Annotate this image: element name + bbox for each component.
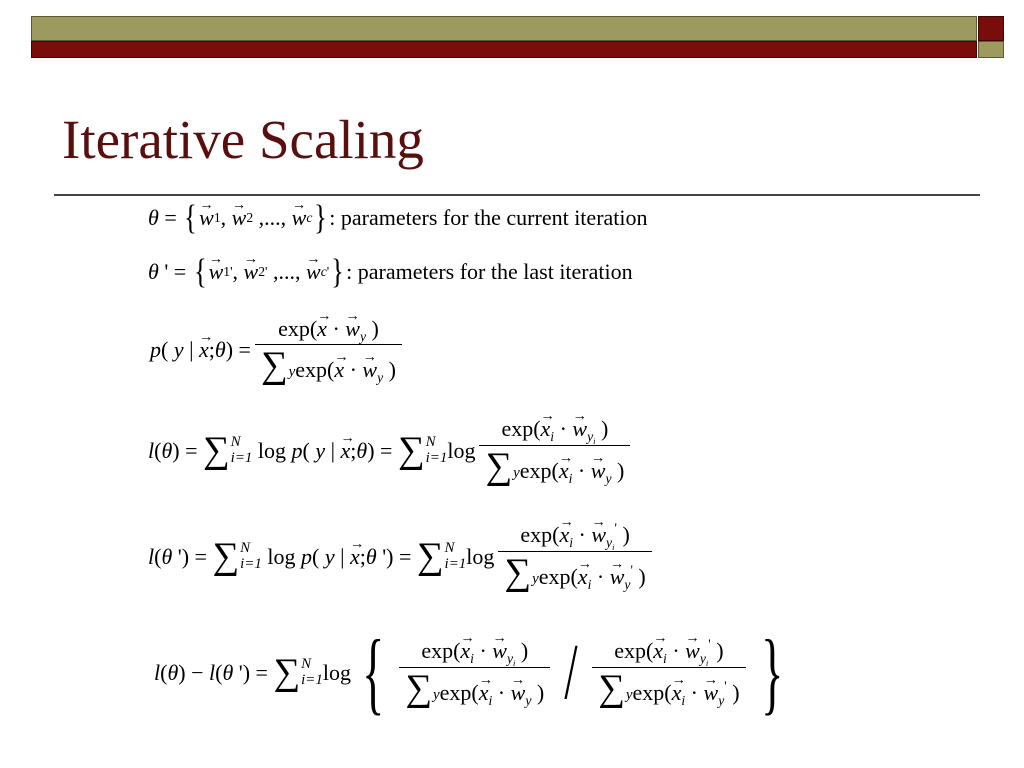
header-square-red [978, 16, 1004, 41]
header-bar-olive [31, 16, 977, 41]
theta-definition: θ = { → w 1 , → w 2 ,..., → w c } : parameters for the current iteration [148, 204, 648, 232]
header-square-olive [978, 41, 1004, 58]
theta-description: : parameters for the current iteration [329, 205, 648, 231]
title-divider [54, 194, 980, 196]
probability-equation: p ( y | → x ; θ ) = exp(→ x · → $w_y$ ) ∑ y exp(→ x · → $w_y$ ) [150, 318, 406, 383]
log-likelihood-difference-equation: l ( θ ) − l ( θ ') = ∑ N i=1 log { $\exp(\to x_i$ · → $w_{y_i}$ ) ∑ y $\exp(\to x_i$ · → $w_y$ ) / $\exp(\to x_i$ · → $w_{y_i}'$ ) ∑ y $\exp(\to x_i$ · → $w_y'$ ) } [154, 636, 794, 710]
log-likelihood-equation: l ( θ ) = ∑ N i=1 log p ( y | → x ; θ ) = ∑ N i=1 log $\exp(\to x_i$ · → $w_{y_i}$ ) ∑ y $\exp(\to x_i$ · → $w_y$ ) [148, 418, 634, 483]
slide-title: Iterative Scaling [62, 109, 424, 170]
log-likelihood-prime-equation: l ( θ ') = ∑ N i=1 log p ( y | → x ; θ ') = ∑ N i=1 log $\exp(\to x_i$ · → $w_{y_i}'$ ) ∑ y $\exp(\to x_i$ · → $w_y'$ ) [148, 524, 656, 589]
header-bar-red [31, 41, 977, 58]
theta-prime-description: : parameters for the last iteration [346, 259, 633, 285]
theta-prime-definition: θ ' = { → w 1 ' , → w 2 ' ,..., → w c ' } : parameters for the last iteration [148, 258, 633, 286]
